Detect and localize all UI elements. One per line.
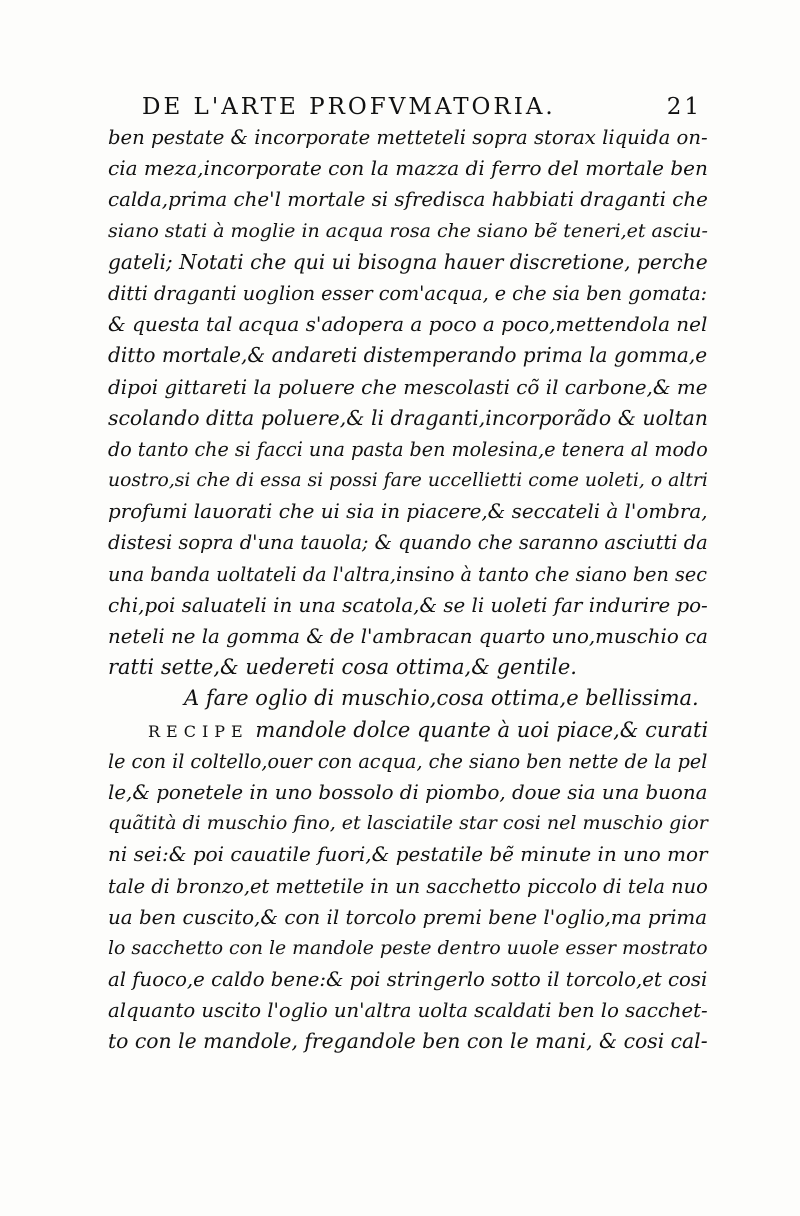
- page-number: 21: [666, 94, 702, 120]
- text-line: gateli; Notati che qui ui bisogna hauer discretione, perche: [108, 249, 708, 274]
- text-line: ben pestate & incorporate metteteli sopra storax liquida on-: [108, 126, 708, 149]
- body-text: [108, 122, 708, 1058]
- text-line: ditti draganti uoglion esser com'acqua, e che sia ben gomata:: [108, 281, 708, 305]
- text-line: quãtità di muschio fino, et lasciatile star cosi nel muschio gior: [108, 812, 708, 835]
- recipe-heading: A fare oglio di muschio,cosa ottima,e bellissima.: [184, 686, 699, 711]
- text-line: al fuoco,e caldo bene:& poi stringerlo sotto il torcolo,et cosi: [108, 968, 708, 992]
- text-line: ratti sette,& uedereti cosa ottima,& gentile.: [108, 655, 577, 680]
- text-line: distesi sopra d'una tauola; & quando che saranno asciutti da: [108, 531, 708, 555]
- text-line: do tanto che si facci una pasta ben molesina,e tenera al modo: [108, 437, 708, 461]
- text-line: ditto mortale,& andareti distemperando prima la gomma,e: [108, 343, 708, 368]
- text-line: cia meza,incorporate con la mazza di ferro del mortale ben: [108, 156, 708, 181]
- text-line: to con le mandole, fregandole ben con le mani, & cosi cal-: [108, 1029, 708, 1054]
- text-line: uostro,si che di essa si possi fare uccellietti come uoleti, o altri: [108, 470, 708, 492]
- text-line: ua ben cuscito,& con il torcolo premi bene l'oglio,ma prima: [108, 905, 708, 929]
- paragraph-start: [108, 715, 708, 746]
- text-line: neteli ne la gomma & de l'ambracan quarto uno,muschio ca: [108, 625, 708, 648]
- text-line: & questa tal acqua s'adopera a poco a poco,mettendola nel: [108, 312, 708, 337]
- text-line: una banda uoltateli da l'altra,insino à tanto che siano ben sec: [108, 562, 707, 586]
- text-line: dipoi gittareti la poluere che mescolasti cõ il carbone,& me: [108, 375, 708, 399]
- text-line: le,& ponetele in uno bossolo di piombo, doue sia una buona: [108, 780, 708, 804]
- running-title: DE L'ARTE PROFVMATORIA.: [142, 94, 556, 120]
- running-head: [142, 94, 702, 124]
- text-line: scolando ditta poluere,& li draganti,incorporãdo & uoltan: [108, 405, 708, 430]
- recipe-caps: RECIPE: [148, 721, 249, 741]
- text-line: siano stati à moglie in acqua rosa che siano bẽ teneri,et asciu-: [108, 219, 708, 242]
- text-line: lo sacchetto con le mandole peste dentro uuole esser mostrato: [108, 937, 708, 959]
- text-line: le con il coltello,ouer con acqua, che siano ben nette de la pel: [108, 749, 708, 773]
- text-line: mandole dolce quante à uoi piace,& curati: [255, 717, 709, 742]
- text-line: alquanto uscito l'oglio un'altra uolta scaldati ben lo sacchet-: [108, 999, 708, 1023]
- text-line: profumi lauorati che ui sia in piacere,& seccateli à l'ombra,: [108, 500, 708, 524]
- text-line: chi,poi saluateli in una scatola,& se li uoleti far indurire po-: [108, 593, 708, 617]
- text-line: ni sei:& poi cauatile fuori,& pestatile bẽ minute in uno mor: [108, 842, 708, 867]
- text-line: calda,prima che'l mortale si sfredisca habbiati draganti che: [108, 188, 708, 212]
- text-line: tale di bronzo,et mettetile in un sacchetto piccolo di tela nuo: [108, 874, 708, 898]
